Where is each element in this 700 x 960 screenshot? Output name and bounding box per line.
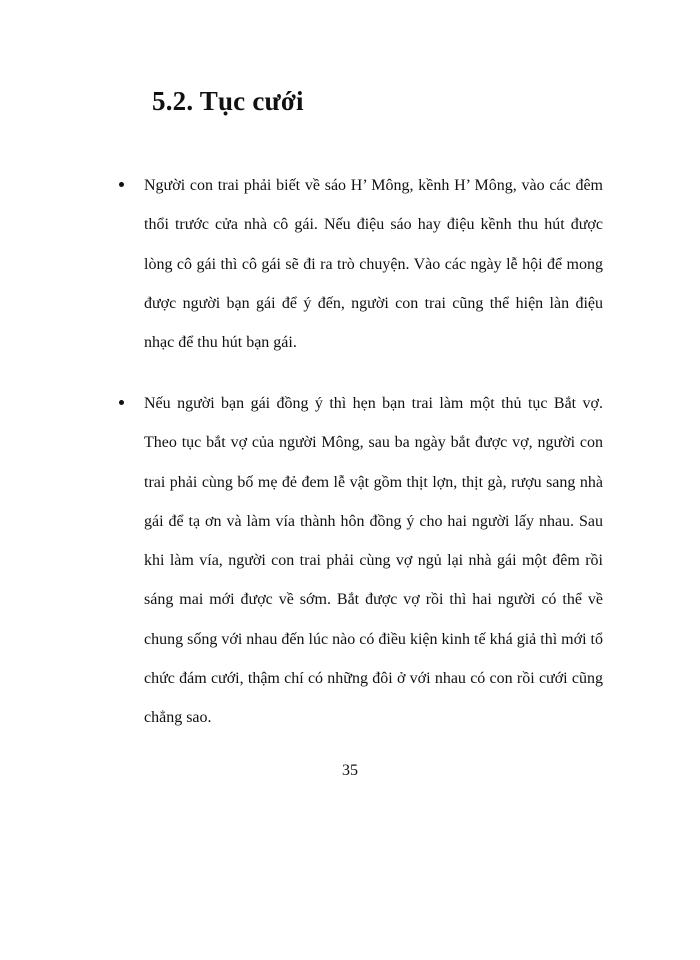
paragraph-text: Nếu người bạn gái đồng ý thì hẹn bạn trai làm một thủ tục Bắt vợ. Theo tục bắt vợ của người Mông, sau ba ngày bắt được vợ, người con trai phải cùng bố mẹ đẻ đem lễ vật gồm thịt lợn, thịt gà, rượu sang nhà gái để tạ ơn và làm vía thành hôn đồng ý cho hai người lấy nhau. Sau khi làm vía, người con trai phải cùng vợ ngủ lại nhà gái một đêm rồi sáng mai mới được về sớm. Bắt được vợ rồi thì hai người có thể về chung sống với nhau đến lúc nào có điều kiện kinh tế khá giả thì mới tổ chức đám cưới, thậm chí có những đôi ở với nhau có con rồi cưới cũng chẳng sao. [144, 395, 603, 727]
section-heading: 5.2. Tục cưới [152, 86, 304, 116]
bullet-list [117, 384, 603, 738]
list-item [117, 166, 603, 362]
page-number: 35 [342, 762, 358, 779]
bullet-list [117, 166, 603, 362]
list-item [117, 384, 603, 738]
paragraph-text: Người con trai phải biết về sáo H’ Mông, kềnh H’ Mông, vào các đêm thổi trước cửa nhà cô gái. Nếu điệu sáo hay điệu kềnh thu hút được lòng cô gái thì cô gái sẽ đi ra trò chuyện. Vào các ngày lễ hội để mong được người bạn gái để ý đến, người con trai cũng thể hiện làn điệu nhạc để thu hút bạn gái. [144, 177, 603, 352]
bullet-icon [119, 400, 124, 405]
bullet-icon [119, 182, 124, 187]
